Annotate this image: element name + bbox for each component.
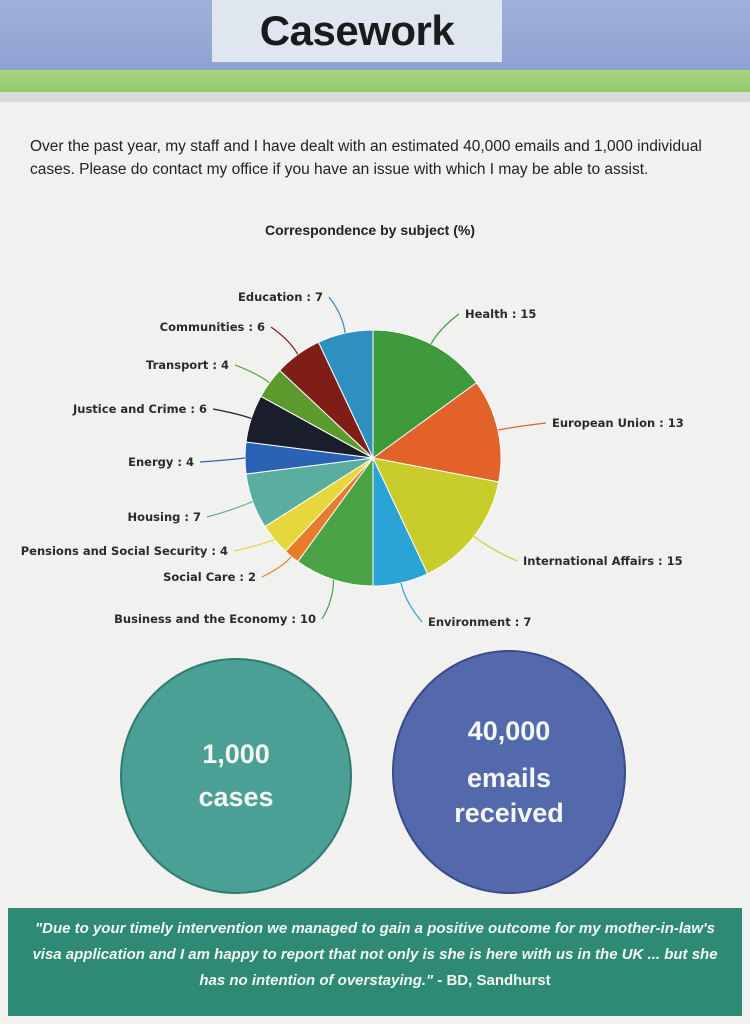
pie-leader-line [271,327,298,354]
pie-leader-line [322,580,333,619]
quote-attribution: - BD, Sandhurst [433,972,551,989]
pie-slices [245,330,501,586]
pie-label: International Affairs : 15 [523,554,683,568]
pie-label: Pensions and Social Security : 4 [20,544,228,558]
pie-label: Energy : 4 [128,455,194,469]
pie-label: Education : 7 [238,290,323,304]
page-title: Casework [259,7,455,54]
chart-title: Correspondence by subject (%) [264,222,476,238]
pie-label: Social Care : 2 [163,570,256,584]
pie-leader-line [431,314,459,344]
pie-leader-line [234,540,274,551]
pie-leader-line [200,458,245,462]
quote-text: "Due to your timely intervention we managed to gain a positive outcome for my mother-in-law's visa application and I am happy to report that not only is she is here with us in the UK ... but she has no intention of overstaying." [32,920,718,989]
pie-label: Justice and Crime : 6 [73,402,207,416]
pie-leader-line [401,583,422,622]
emails-label-line1: emails [466,762,552,793]
pie-leader-line [213,409,251,418]
pie-leader-line [474,536,517,561]
cases-stat-circle [120,658,352,894]
pie-leader-line [329,297,345,333]
title-box [212,0,502,62]
emails-number: 40,000 [467,715,551,746]
page-header [0,0,750,120]
header-grey-band [0,92,750,102]
pie-leader-line [207,501,253,517]
pie-label: Communities : 6 [159,320,265,334]
pie-leader-line [498,423,546,430]
pie-leader-line [235,365,269,383]
pie-label: Housing : 7 [127,510,201,524]
pie-label: Environment : 7 [428,615,532,629]
pie-label: Health : 15 [465,307,537,321]
pie-label: European Union : 13 [552,416,684,430]
testimonial-quote [8,908,742,1016]
cases-label: cases [198,782,274,812]
pie-leader-line [262,557,291,577]
pie-label: Transport : 4 [146,358,229,372]
emails-stat-circle [392,650,626,894]
cases-number: 1,000 [202,739,270,769]
pie-label: Business and the Economy : 10 [114,612,316,626]
pie-chart [0,270,750,640]
intro-paragraph: Over the past year, my staff and I have dealt with an estimated 40,000 emails and 1,000 individual cases. Please do contact my office if you have an issue with which I may be able to assist. [30,138,702,178]
header-green-band [0,70,750,92]
emails-label-line2: received [454,797,564,828]
